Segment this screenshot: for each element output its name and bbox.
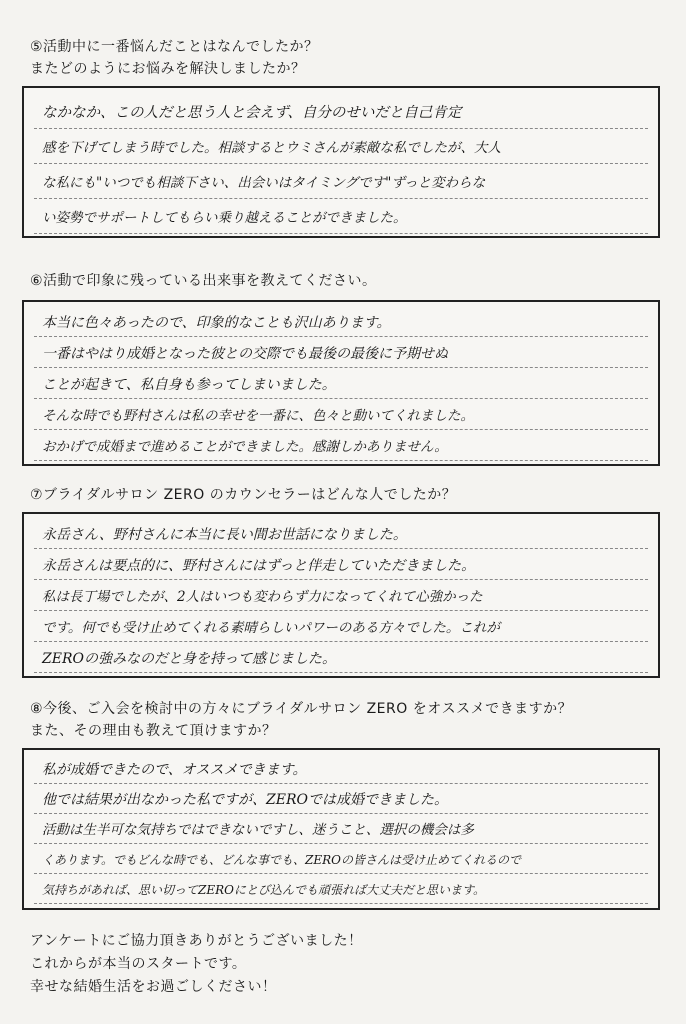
closing-message [30,930,363,999]
answer-8-line-1: 私が成婚できたので、オススメできます。 [34,754,648,784]
answer-6-line-2: 一番はやはり成婚となった彼との交際でも最後の最後に予期せぬ [34,337,648,368]
question-6-line-1: ⑥活動で印象に残っている出来事を教えてください。 [30,273,377,289]
closing-line-3: 幸せな結婚生活をお過ごしください！ [30,979,277,995]
answer-box-5 [22,86,660,238]
closing-line-1: アンケートにご協力頂きありがとうございました！ [30,933,363,949]
answer-6-line-4: そんな時でも野村さんは私の幸せを一番に、色々と動いてくれました。 [34,399,648,430]
answer-7-line-5: ZEROの強みなのだと身を持って感じました。 [34,642,648,673]
answer-box-7 [22,512,660,678]
answer-6-line-5: おかげで成婚まで進めることができました。感謝しかありません。 [34,430,648,461]
question-5-line-2: またどのようにお悩みを解決しましたか？ [30,61,306,77]
question-5 [30,36,319,80]
answer-7-line-1: 永岳さん、野村さんに本当に長い間お世話になりました。 [34,518,648,549]
question-8-line-2: また、その理由も教えて頂けますか？ [30,723,277,739]
answer-5-line-3: な私にも"いつでも相談下さい、出会いはタイミングです"ずっと変わらな [34,164,648,199]
answer-5-line-1: なかなか、この人だと思う人と会えず、自分のせいだと自己肯定 [34,94,648,129]
answer-6-line-3: ことが起きて、私自身も参ってしまいました。 [34,368,648,399]
answer-8-line-5: 気持ちがあれば、思い切ってZEROにとび込んでも頑張れば大丈夫だと思います。 [34,874,648,904]
question-8 [30,698,572,742]
answer-7-line-2: 永岳さんは要点的に、野村さんにはずっと伴走していただきました。 [34,549,648,580]
question-6 [30,270,377,292]
answer-8-line-4: くあります。でもどんな時でも、どんな事でも、ZEROの皆さんは受け止めてくれるので [34,844,648,874]
answer-8-line-3: 活動は生半可な気持ちではできないですし、迷うこと、選択の機会は多 [34,814,648,844]
question-5-line-1: ⑤活動中に一番悩んだことはなんでしたか？ [30,39,319,55]
answer-6-line-1: 本当に色々あったので、印象的なことも沢山あります。 [34,306,648,337]
answer-7-line-3: 私は長丁場でしたが、2人はいつも変わらず力になってくれて心強かった [34,580,648,611]
answer-box-8 [22,748,660,910]
answer-5-line-2: 感を下げてしまう時でした。相談するとウミさんが素敵な私でしたが、大人 [34,129,648,164]
answer-5-line-4: い姿勢でサポートしてもらい乗り越えることができました。 [34,199,648,234]
question-7 [30,484,456,506]
answer-box-6 [22,300,660,466]
answer-8-line-2: 他では結果が出なかった私ですが、ZEROでは成婚できました。 [34,784,648,814]
question-7-line-1: ⑦ブライダルサロン ZERO のカウンセラーはどんな人でしたか？ [30,487,457,503]
closing-line-2: これからが本当のスタートです。 [30,956,247,972]
answer-7-line-4: です。何でも受け止めてくれる素晴らしいパワーのある方々でした。これが [34,611,648,642]
question-8-line-1: ⑧今後、ご入会を検討中の方々にブライダルサロン ZERO をオススメできますか？ [30,701,573,717]
